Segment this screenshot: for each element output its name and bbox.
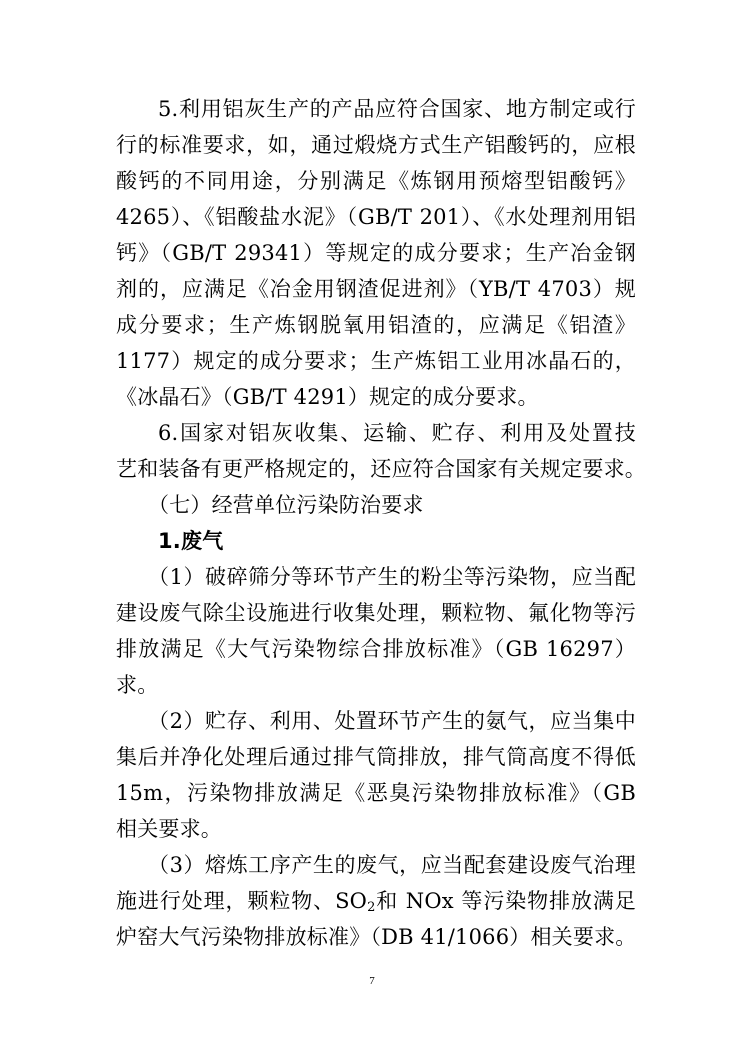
item-1-line-3: 排放满足《大气污染物综合排放标准》（GB 16297）: [116, 637, 636, 661]
paragraph-5-line-9: 《冰晶石》（GB/T 4291）规定的成分要求。: [116, 385, 539, 409]
item-3-line-2: [116, 886, 636, 916]
paragraph-5-line-6: 剂的，应满足《冶金用钢渣促进剂》（YB/T 4703）规: [116, 277, 636, 301]
paragraph-5-line-3: 酸钙的不同用途，分别满足《炼钢用预熔型铝酸钙》: [116, 169, 636, 193]
paragraph-5-line-4: 4265）、《铝酸盐水泥》（GB/T 201）、《水处理剂用铝: [116, 205, 636, 229]
subsection-title: 1.废气: [158, 529, 224, 553]
item-1-line-1: （1）破碎筛分等环节产生的粉尘等污染物，应当配: [148, 565, 636, 589]
item-2-line-4: 相关要求。: [116, 817, 222, 841]
paragraph-5-line-5: 钙》（GB/T 29341）等规定的成分要求；生产冶金钢: [116, 241, 636, 265]
paragraph-5-line-2: 行的标准要求，如，通过煅烧方式生产铝酸钙的，应根: [116, 133, 636, 157]
so2-subscript: 2: [367, 900, 376, 915]
item-3-line-2-end: 和 NOx 等污染物排放满足: [375, 889, 636, 913]
item-2-line-3: 15m，污染物排放满足《恶臭污染物排放标准》（GB: [116, 781, 636, 805]
paragraph-6-line-2: 艺和装备有更严格规定的，还应符合国家有关规定要求。: [116, 457, 646, 481]
item-1-line-2: 建设废气除尘设施进行收集处理，颗粒物、氟化物等污: [116, 601, 636, 625]
item-2-line-1: （2）贮存、利用、处置环节产生的氨气，应当集中: [148, 709, 636, 733]
item-3-line-1: （3）熔炼工序产生的废气，应当配套建设废气治理: [148, 853, 636, 877]
item-3-line-3: 炉窑大气污染物排放标准》（DB 41/1066）相关要求。: [116, 925, 637, 949]
page-number: 7: [369, 975, 375, 987]
item-2-line-2: 集后并净化处理后通过排气筒排放，排气筒高度不得低: [116, 745, 636, 769]
paragraph-5-line-7: 成分要求；生产炼钢脱氧用铝渣的，应满足《铝渣》: [116, 313, 636, 337]
paragraph-5-line-8: 1177）规定的成分要求；生产炼铝工业用冰晶石的，: [116, 349, 636, 373]
item-1-line-4: 求。: [116, 673, 159, 697]
paragraph-5-line-1: 5.利用铝灰生产的产品应符合国家、地方制定或行: [158, 97, 636, 121]
item-3-line-2-start: 施进行处理，颗粒物、SO: [116, 889, 368, 913]
section-title: （七）经营单位污染防治要求: [148, 493, 424, 517]
paragraph-6-line-1: 6.国家对铝灰收集、运输、贮存、利用及处置技: [158, 421, 636, 445]
